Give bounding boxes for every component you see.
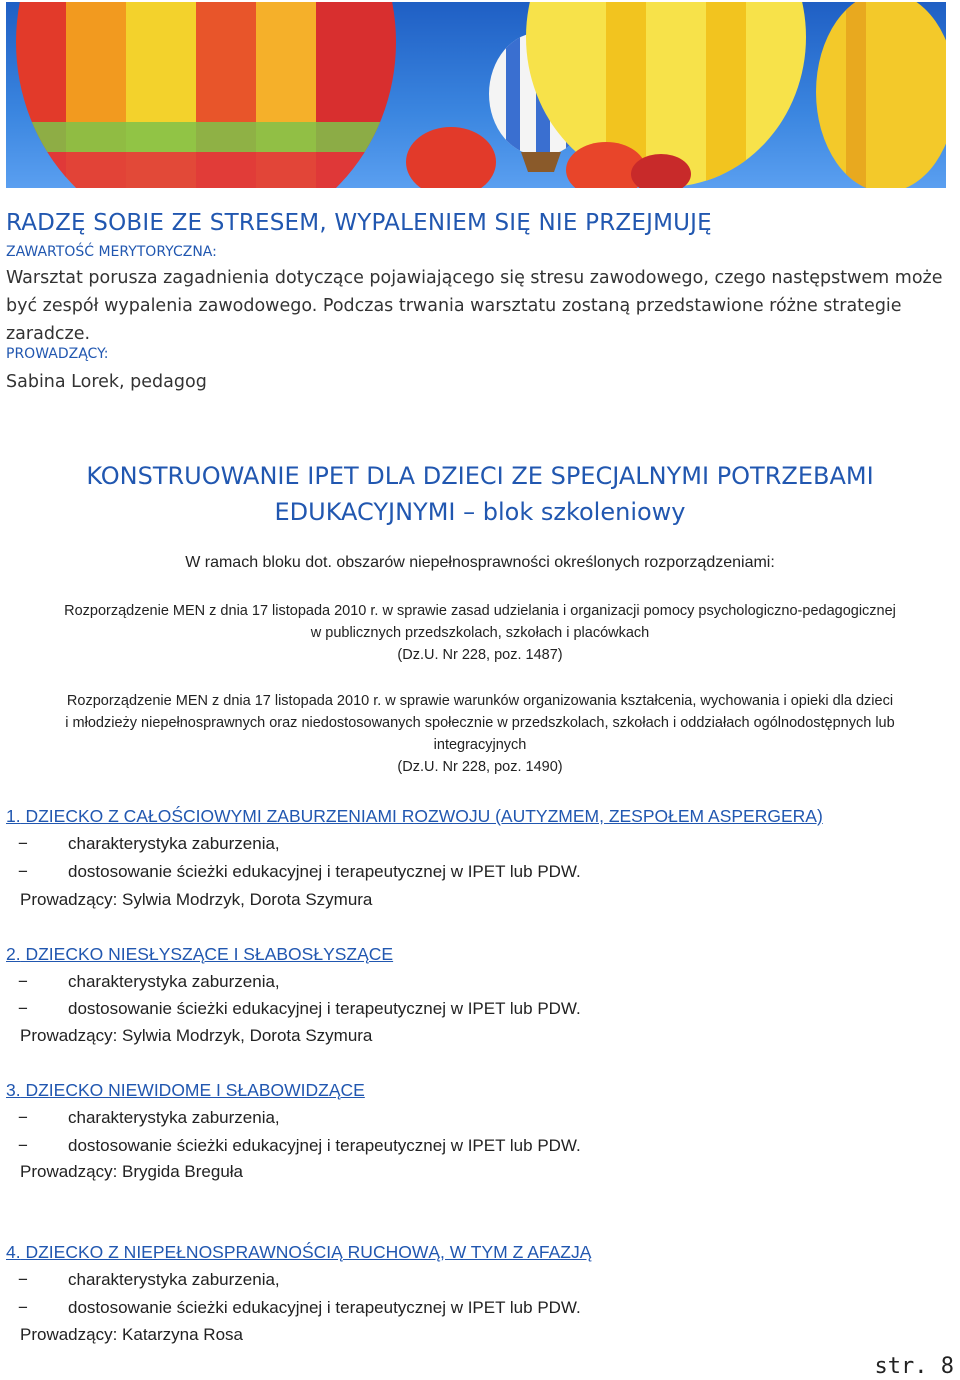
workshop-title: RADZĘ SOBIE ZE STRESEM, WYPALENIEM SIĘ NIE PRZEJMUJĘ (6, 210, 712, 236)
list-item: − dostosowanie ścieżki edukacyjnej i terapeutycznej w IPET lub PDW. (68, 862, 581, 882)
list-item: − dostosowanie ścieżki edukacyjnej i terapeutycznej w IPET lub PDW. (68, 1136, 581, 1156)
section-leader: Prowadzący: Brygida Breguła (20, 1162, 244, 1181)
regulation-line: (Dz.U. Nr 228, poz. 1490) (397, 759, 563, 775)
list-item: − dostosowanie ścieżki edukacyjnej i terapeutycznej w IPET lub PDW. (68, 1298, 581, 1318)
content-label: ZAWARTOŚĆ MERYTORYCZNA: (6, 244, 217, 260)
section-number: 4. (6, 1242, 21, 1262)
regulation-line: Rozporządzenie MEN z dnia 17 listopada 2010 r. w sprawie zasad udzielania i organizacji pomocy psychologiczno-pedagogicznej (64, 603, 896, 619)
section-title: DZIECKO Z CAŁOŚCIOWYMI ZABURZENIAMI ROZWOJU (AUTYZMEM, ZESPOŁEM ASPERGERA) (25, 806, 823, 826)
block-title-line: KONSTRUOWANIE IPET DLA DZIECI ZE SPECJALNYMI POTRZEBAMI (86, 462, 874, 490)
regulation-line: (Dz.U. Nr 228, poz. 1487) (397, 647, 563, 663)
block-intro: W ramach bloku dot. obszarów niepełnosprawności określonych rozporządzeniami: (185, 554, 775, 571)
regulation-1 (0, 600, 960, 666)
section-heading (6, 944, 393, 965)
section-title: DZIECKO NIEWIDOME I SŁABOWIDZĄCE (25, 1080, 365, 1100)
section-leader: Prowadzący: Sylwia Modrzyk, Dorota Szymura (20, 1026, 373, 1045)
section-number: 1. (6, 806, 21, 826)
list-item: − charakterystyka zaburzenia, (68, 1270, 280, 1290)
list-item: − charakterystyka zaburzenia, (68, 834, 280, 854)
regulation-line: Rozporządzenie MEN z dnia 17 listopada 2010 r. w sprawie warunków organizowania kształcenia, wychowania i opieki dla dzieci (66, 693, 894, 709)
description-line: być zespół wypalenia zawodowego. Podczas trwania warsztatu zostaną przedstawione różne strategie (6, 296, 902, 316)
regulation-line: integracyjnych (433, 737, 527, 753)
regulation-line: i młodzieży niepełnosprawnych oraz niedostosowanych społecznie w przedszkolach, szkołach i oddziałach ogólnodostępnych lub (65, 715, 895, 731)
header-balloon-photo (6, 2, 946, 188)
list-item: − dostosowanie ścieżki edukacyjnej i terapeutycznej w IPET lub PDW. (68, 999, 581, 1019)
description-line: zaradcze. (6, 324, 91, 344)
list-item: − charakterystyka zaburzenia, (68, 1108, 280, 1128)
block-title-line: EDUKACYJNYMI – blok szkoleniowy (274, 498, 686, 526)
section-heading (6, 1242, 591, 1263)
regulation-2 (0, 690, 960, 778)
regulation-line: w publicznych przedszkolach, szkołach i placówkach (310, 625, 650, 641)
block-title (0, 458, 960, 530)
section-title: DZIECKO NIESŁYSZĄCE I SŁABOSŁYSZĄCE (25, 944, 394, 964)
page-number: str. 8 (874, 1354, 954, 1379)
leader-label: PROWADZĄCY: (6, 346, 109, 362)
section-title: DZIECKO Z NIEPEŁNOSPRAWNOŚCIĄ RUCHOWĄ, W TYM Z AFAZJĄ (25, 1242, 592, 1262)
balloons-illustration (6, 2, 946, 188)
section-number: 2. (6, 944, 21, 964)
section-heading (6, 806, 823, 827)
leader-name: Sabina Lorek, pedagog (6, 372, 207, 392)
description-line: Warsztat porusza zagadnienia dotyczące pojawiającego się stresu zawodowego, czego następstwem może (6, 268, 943, 288)
workshop-description (6, 264, 956, 348)
section-heading (6, 1080, 365, 1101)
section-number: 3. (6, 1080, 21, 1100)
section-leader: Prowadzący: Katarzyna Rosa (20, 1325, 243, 1344)
list-item: − charakterystyka zaburzenia, (68, 972, 280, 992)
section-leader: Prowadzący: Sylwia Modrzyk, Dorota Szymura (20, 890, 373, 909)
